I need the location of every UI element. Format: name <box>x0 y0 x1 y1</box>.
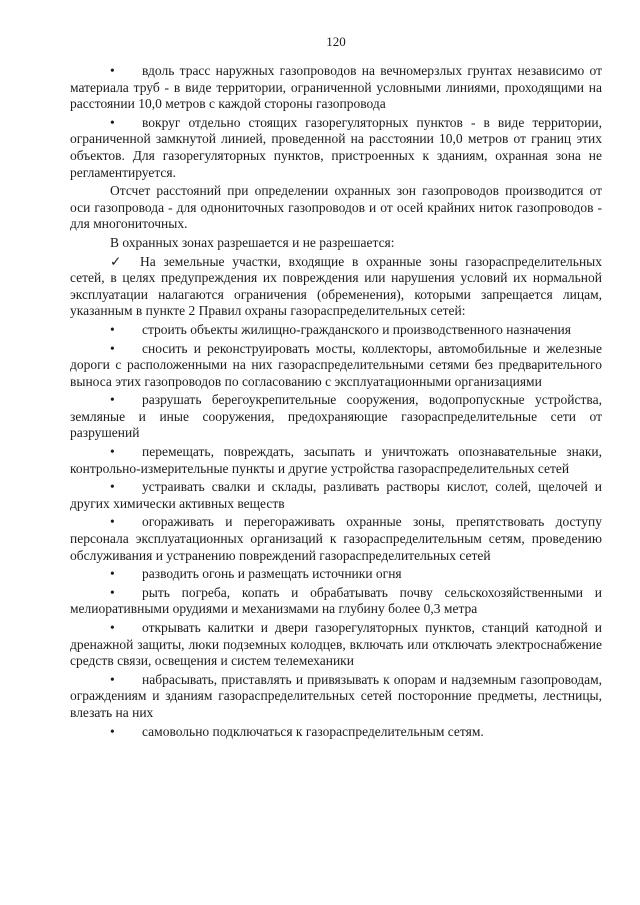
paragraph <box>70 183 602 233</box>
bullet-icon: • <box>110 321 115 337</box>
paragraph-text: самовольно подключаться к газораспределительным сетям. <box>142 723 484 739</box>
paragraph-text: В охранных зонах разрешается и не разрешается: <box>110 234 395 250</box>
paragraph-text: сносить и реконструировать мосты, коллекторы, автомобильные и железные дороги с расположенными на них газораспределительными сетями без предварительного выноса этих газопроводов по согласованию с эксплуатационными организациями <box>70 340 602 389</box>
bullet-item <box>70 514 602 564</box>
bullet-icon: • <box>110 584 115 600</box>
paragraph-text: разводить огонь и размещать источники огня <box>142 566 402 582</box>
bullet-item <box>70 63 602 113</box>
document-body <box>70 63 602 740</box>
paragraph-text: огораживать и перегораживать охранные зоны, препятствовать доступу персонала эксплуатационных организаций к газораспределительным сетям, проведению обслуживания и устранению повреждений газораспределительных сетей <box>70 514 602 563</box>
paragraph-text: вдоль трасс наружных газопроводов на вечномерзлых грунтах независимо от материала труб - в виде территории, ограниченной условными линиями, проходящими на расстоянии 10,0 метров с каждой стороны газопровода <box>70 63 602 112</box>
bullet-item <box>70 672 602 722</box>
paragraph-text: устраивать свалки и склады, разливать растворы кислот, солей, щелочей и других химически активных веществ <box>70 479 602 511</box>
bullet-icon: • <box>110 620 115 635</box>
paragraph-text: рыть погреба, копать и обрабатывать почву сельскохозяйственными и мелиоративными орудиями и механизмами на глубину более 0,3 метра <box>70 584 602 617</box>
paragraph-text: разрушать берегоукрепительные сооружения, водопропускные устройства, земляные и иные сооружения, предохраняющие газораспределительные сети от разрушений <box>70 392 602 441</box>
bullet-item <box>70 566 602 583</box>
checkmark-icon: ✓ <box>110 253 122 269</box>
paragraph <box>70 235 602 252</box>
bullet-item <box>70 115 602 181</box>
bullet-item <box>70 724 602 741</box>
bullet-item <box>70 585 602 618</box>
bullet-icon: • <box>110 392 115 408</box>
bullet-icon: • <box>110 114 115 130</box>
paragraph-text: строить объекты жилищно-гражданского и производственного назначения <box>142 321 571 337</box>
paragraph-text: вокруг отдельно стоящих газорегуляторных пунктов - в виде территории, ограниченной замкнутой линией, проведенной на расстоянии 10,0 метров от границ этих объектов. Для газорегуляторных пунктов, пристроенных к зданиям, охранная зона не регламентируется. <box>70 114 602 180</box>
bullet-item <box>70 620 602 670</box>
bullet-icon: • <box>110 514 115 530</box>
bullet-icon: • <box>110 671 115 687</box>
paragraph-text: перемещать, повреждать, засыпать и уничтожать опознавательные знаки, контрольно-измерительные пункты и другие устройства газораспределительных сетей <box>70 444 602 476</box>
checkmark-paragraph <box>70 254 602 320</box>
bullet-item <box>70 322 602 339</box>
bullet-item <box>70 392 602 442</box>
bullet-item <box>70 341 602 391</box>
bullet-item <box>70 444 602 477</box>
bullet-icon: • <box>110 444 115 460</box>
paragraph-text: открывать калитки и двери газорегуляторных пунктов, станций катодной и дренажной защиты, люки подземных колодцев, включать или отключать электроснабжение средств связи, освещения и систем телемеханики <box>70 620 602 669</box>
bullet-icon: • <box>110 479 115 495</box>
paragraph-text: На земельные участки, входящие в охранные зоны газораспределительных сетей, в целях предупреждения их повреждения или нарушения условий их нормальной эксплуатации налагаются ограничения (обременения), которыми запрещается лицам, указанным в пункте 2 Правил охраны газораспределительных сетей: <box>70 253 602 319</box>
bullet-item <box>70 479 602 512</box>
paragraph-text: Отсчет расстояний при определении охранных зон газопроводов производится от оси газопровода - для однониточных газопроводов и от осей крайних ниток газопроводов - для многониточных. <box>70 183 602 232</box>
paragraph-text: набрасывать, приставлять и привязывать к опорам и надземным газопроводам, ограждениям и зданиям газораспределительных сетей посторонние предметы, лестницы, влезать на них <box>70 671 602 720</box>
page-number: 120 <box>326 34 346 49</box>
bullet-icon: • <box>110 723 115 739</box>
bullet-icon: • <box>110 63 115 78</box>
bullet-icon: • <box>110 340 115 356</box>
bullet-icon: • <box>110 566 115 582</box>
